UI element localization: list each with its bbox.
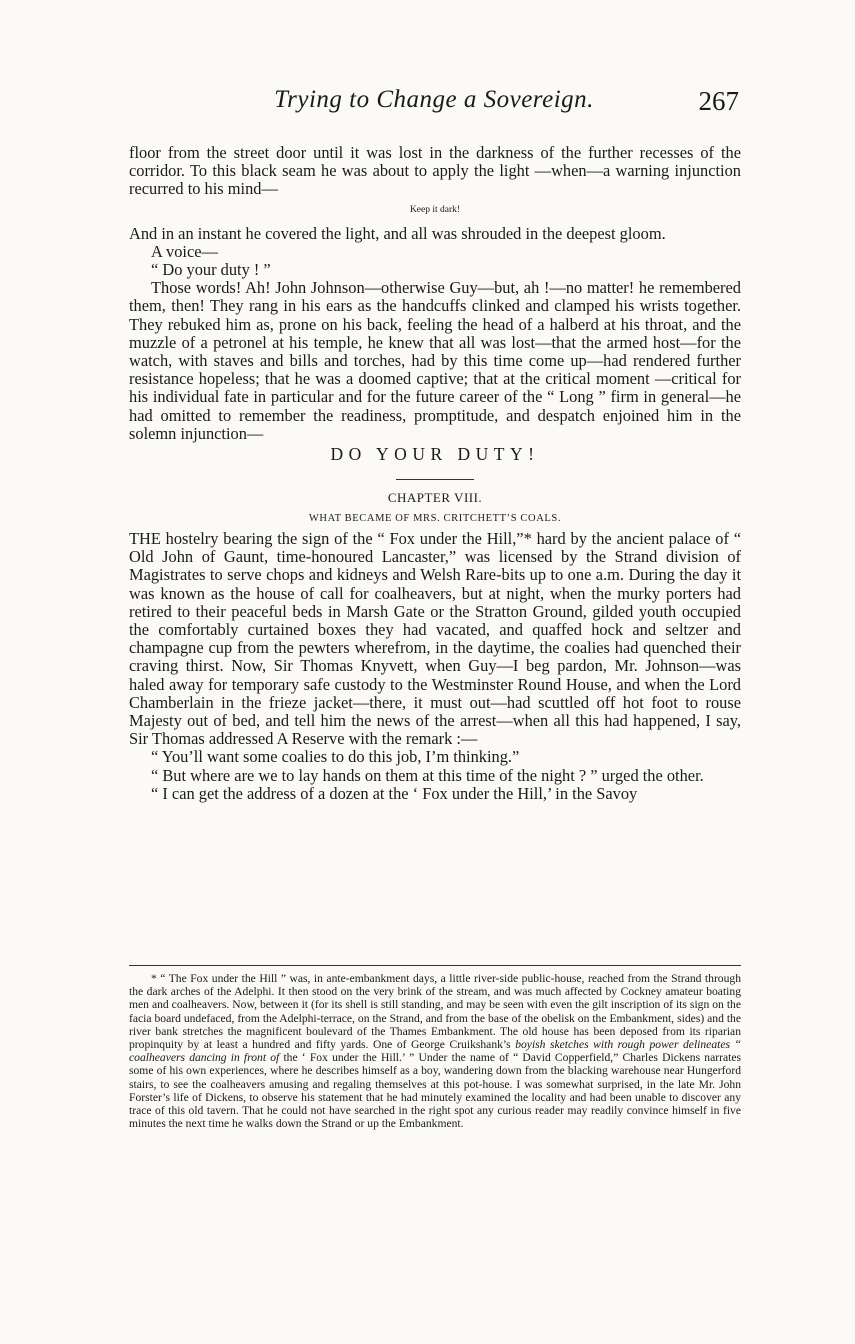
- paragraph-coalies: “ You’ll want some coalies to do this job, I’m thinking.”: [151, 747, 520, 767]
- paragraph-hostelry: THE hostelry bearing the sign of the “ Fox under the Hill,”* hard by the ancient palace of “ Old John of Gaunt, time-honoured Lancaster,” was licensed by the Strand division of Magistrates to serve chops and kidneys and Welsh Rare-bits up to one a.m. During the day it was known as the house of call for coalheavers, but at night, when the murky porters had retired to their peaceful beds in Marsh Gate or the Stratton Ground, gilded youth occupied the comfortably curtained boxes they had vacated, and quaffed hock and seltzer and champagne cup from the pewters wherefrom, in the daytime, the coalies had quenched their craving thirst. Now, Sir Thomas Knyvett, when Guy—I beg pardon, Mr. Johnson—was haled away for temporary safe custody to the Westminster Round House, and when the Lord Chamberlain in the frieze jacket—there, it must out—had scuttled off hot foot to rouse Majesty out of bed, and tell him the news of the arrest—when all this had happened, I say, Sir Thomas addressed A Reserve with the remark :—: [129, 529, 741, 749]
- footnote-text-part1: * “ The Fox under the Hill ” was, in ante-embankment days, a little river-side public-house, reached from the Strand through the dark arches of the Adelphi. It then stood on the very brink of the stream, and was much affected by Cockney amateur boating men and coalheavers. Now, between it (for its shell is still standing, and may be seen with even the gilt inscription of its sign on the facia board undefaced, from the Adelphi-terrace, on the Strand, and from the base of the obelisk on the Embankment, sides) and the river bank stretches the magnificent boulevard of the Thames Embankment. The old house has been deposed from its riparian propinquity by at least a hundred and fifty yards. One of George Cruikshank’s: [129, 972, 741, 1052]
- paragraph-savoy: “ I can get the address of a dozen at the ‘ Fox under the Hill,’ in the Savoy: [151, 783, 638, 803]
- footnote-text-part2: the ‘ Fox under the Hill.’ ” Under the name of “ David Copperfield,” Charles Dickens narrates some of his own experiences, where he describes himself as a boy, wandering down from the blacking warehouse near Hungerford stairs, to see the coalheavers amusing and regaling themselves at this pot-house. I was somewhat surprised, in the late Mr. John Forster’s life of Dickens, to observe his statement that he had minutely examined the locality and had been unable to discover any trace of this old tavern. That he could not have searched in the right spot any curious reader may readily convince himself in five minutes the next time he walks down the Strand or up the Embankment.: [129, 1051, 741, 1131]
- do-your-duty-heading: DO YOUR DUTY!: [330, 444, 540, 465]
- footnote: [129, 972, 741, 1130]
- paragraph-gloom: And in an instant he covered the light, and all was shrouded in the deepest gloom.: [129, 223, 666, 243]
- paragraph-those-words: Those words! Ah! John Johnson—otherwise Guy—but, ah !—no matter! he remembered them, then! They rang in his ears as the handcuffs clinked and clamped his wrists together. They rebuked him as, prone on his back, feeling the head of a halberd at his throat, and the muzzle of a petronel at his temple, he knew that all was lost—that the armed host—for the watch, with staves and bills and torches, had by this time come up—had rendered further resistance hopeless; that he was a doomed captive; that at the critical moment —critical for his individual fate in particular and for the future career of the “ Long ” firm in general—he had omitted to remember the readiness, promptitude, and despatch enjoined him in the solemn injunction—: [129, 278, 741, 443]
- chapter-number: CHAPTER VIII.: [387, 490, 483, 506]
- footnote-divider: [129, 965, 741, 966]
- section-divider: [396, 479, 474, 480]
- running-head: [129, 86, 739, 126]
- footnote-text-italic: boyish sketches with rough power delineates “ coalheavers dancing in front of: [129, 1038, 741, 1065]
- chapter-title: WHAT BECAME OF MRS. CRITCHETT’S COALS.: [308, 513, 562, 525]
- page-number: 267: [698, 86, 739, 116]
- paragraph-a-voice: A voice—: [151, 241, 218, 261]
- paragraph-continuation: floor from the street door until it was lost in the darkness of the further recesses of the corridor. To this black seam he was about to apply the light —when—a warning injunction recurred to his mind—: [129, 143, 741, 199]
- running-title: Trying to Change a Sovereign.: [274, 86, 594, 113]
- body-text: [129, 144, 741, 803]
- paragraph-where-are-we: “ But where are we to lay hands on them at this time of the night ? ” urged the other.: [151, 765, 704, 785]
- keep-it-dark-line: Keep it dark!: [409, 204, 461, 215]
- paragraph-do-your-duty-quote: “ Do your duty ! ”: [151, 260, 271, 280]
